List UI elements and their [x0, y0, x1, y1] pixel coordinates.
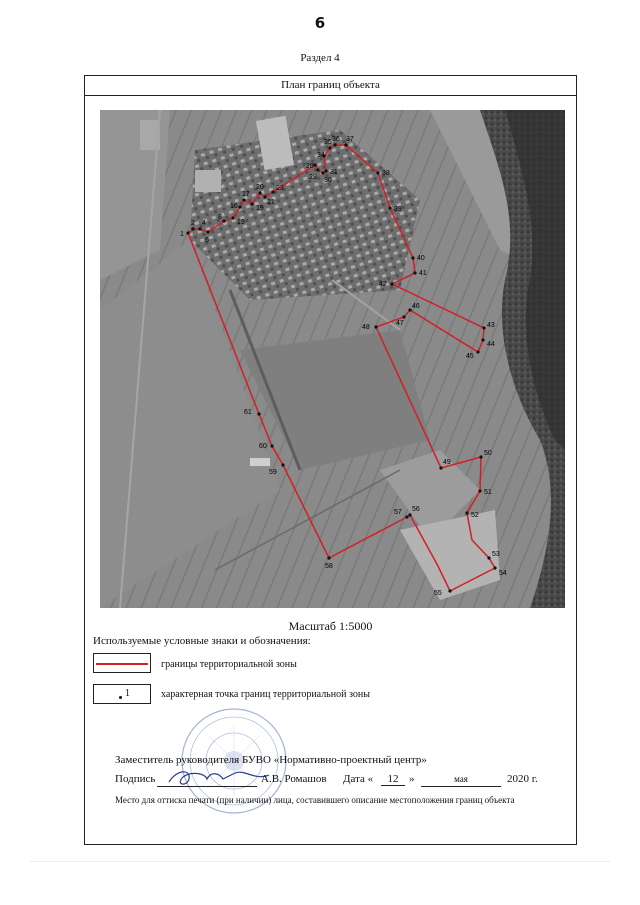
boundary-point-label: 35 — [324, 139, 332, 146]
boundary-point — [238, 205, 241, 208]
boundary-point-label: 20 — [256, 184, 264, 191]
boundary-point — [313, 163, 316, 166]
deputy-line: Заместитель руководителя БУВО «Нормативно-проектный центр» — [115, 754, 427, 766]
frame-title: План границ объекта — [85, 76, 576, 96]
boundary-point-label: 60 — [259, 443, 267, 450]
boundary-point-label: 41 — [419, 270, 427, 277]
boundary-point — [388, 206, 391, 209]
boundary-point — [222, 219, 225, 222]
boundary-point-label: 6 — [205, 237, 209, 244]
boundary-point-label: 48 — [362, 324, 370, 331]
boundary-point-label: 30 — [324, 177, 332, 184]
legend-point-symbol — [93, 684, 151, 704]
boundary-point-label: 4 — [202, 220, 206, 227]
boundary-point-label: 2 — [191, 220, 195, 227]
boundary-point — [487, 556, 490, 559]
boundary-point — [328, 146, 331, 149]
boundary-point — [413, 271, 416, 274]
handwritten-signature — [165, 767, 275, 789]
boundary-point — [257, 412, 260, 415]
boundary-point — [321, 171, 324, 174]
date-year: 2020 г. — [507, 773, 538, 785]
boundary-point — [344, 143, 347, 146]
boundary-point-label: 54 — [499, 570, 507, 577]
boundary-point-label: 19 — [256, 205, 264, 212]
boundary-point-label: 38 — [382, 170, 390, 177]
stamp-note: Место для оттиска печати (при наличии) лица, составившего описание местоположения границ объекта — [115, 795, 515, 805]
boundary-point — [316, 168, 319, 171]
boundary-point — [374, 325, 377, 328]
boundary-point — [439, 466, 442, 469]
boundary-point-label: 42 — [379, 281, 387, 288]
boundary-point — [479, 455, 482, 458]
aerial-map — [100, 110, 565, 608]
boundary-point — [376, 171, 379, 174]
boundary-point — [270, 444, 273, 447]
boundary-point-label: 36 — [332, 136, 340, 143]
legend-point-dot — [119, 696, 122, 699]
boundary-point-label: 17 — [242, 191, 250, 198]
boundary-point-label: 55 — [434, 590, 442, 597]
boundary-point — [186, 231, 189, 234]
boundary-point-label: 50 — [484, 450, 492, 457]
date-day: 12 — [381, 773, 405, 786]
boundary-point — [258, 191, 261, 194]
section-title: Раздел 4 — [300, 52, 340, 64]
boundary-point-label: 44 — [487, 341, 495, 348]
date-label: Дата « — [343, 773, 374, 785]
boundary-point-label: 29 — [309, 174, 317, 181]
legend-point-label: характерная точка границ территориальной зоны — [161, 689, 370, 700]
boundary-point — [493, 566, 496, 569]
boundary-point — [476, 350, 479, 353]
signer-name: А.В. Ромашов — [261, 773, 327, 785]
boundary-point — [481, 338, 484, 341]
boundary-point — [250, 202, 253, 205]
boundary-point-label: 61 — [244, 409, 252, 416]
boundary-point — [333, 143, 336, 146]
boundary-point-label: 1 — [180, 231, 184, 238]
boundary-point — [465, 511, 468, 514]
boundary-point-label: 57 — [394, 509, 402, 516]
boundary-point — [405, 515, 408, 518]
signature-label: Подпись — [115, 773, 156, 785]
boundary-point — [271, 190, 274, 193]
boundary-point-label: 52 — [471, 512, 479, 519]
boundary-point-label: 34 — [317, 152, 325, 159]
boundary-point-label: 58 — [325, 563, 333, 570]
boundary-point — [402, 315, 405, 318]
page-number: 6 — [314, 14, 326, 32]
boundary-point-label: 21 — [267, 199, 275, 206]
legend-heading: Используемые условные знаки и обозначения: — [93, 635, 311, 647]
boundary-point — [448, 589, 451, 592]
boundary-point — [191, 227, 194, 230]
boundary-point-label: 49 — [443, 459, 451, 466]
boundary-point-label: 31 — [330, 169, 338, 176]
boundary-point-label: 19 — [237, 219, 245, 226]
boundary-point — [242, 198, 245, 201]
boundary-point-label: 51 — [484, 489, 492, 496]
boundary-point — [324, 169, 327, 172]
map-scale: Масштаб 1:5000 — [288, 619, 373, 633]
document-frame — [84, 75, 577, 845]
boundary-point — [408, 513, 411, 516]
boundary-point — [231, 216, 234, 219]
boundary-point-label: 43 — [487, 322, 495, 329]
page-bottom-divider — [30, 861, 610, 862]
boundary-point-label: 37 — [346, 136, 354, 143]
boundary-map-svg — [100, 110, 565, 608]
boundary-point — [478, 489, 481, 492]
boundary-point — [482, 326, 485, 329]
legend-point-number: 1 — [125, 688, 130, 699]
boundary-point-label: 59 — [269, 469, 277, 476]
boundary-point-label: 46 — [412, 303, 420, 310]
boundary-point — [206, 230, 209, 233]
boundary-point — [390, 282, 393, 285]
boundary-point-label: 53 — [492, 551, 500, 558]
legend-line-label: границы территориальной зоны — [161, 659, 297, 670]
boundary-point-label: 45 — [466, 353, 474, 360]
boundary-point — [411, 256, 414, 259]
boundary-point-label: 40 — [417, 255, 425, 262]
legend-line-symbol — [93, 653, 151, 673]
date-month: мая — [421, 773, 501, 787]
boundary-point-label: 47 — [396, 320, 404, 327]
boundary-point-label: 16 — [230, 203, 238, 210]
signature-row — [115, 773, 575, 789]
boundary-point-label: 8 — [218, 214, 222, 221]
boundary-point-label: 23 — [276, 185, 284, 192]
boundary-point-label: 39 — [394, 206, 402, 213]
boundary-point — [327, 556, 330, 559]
date-quote-close: » — [409, 773, 415, 785]
boundary-point — [281, 463, 284, 466]
boundary-point-label: 56 — [412, 506, 420, 513]
boundary-point — [198, 227, 201, 230]
boundary-point-label: 28 — [306, 163, 314, 170]
